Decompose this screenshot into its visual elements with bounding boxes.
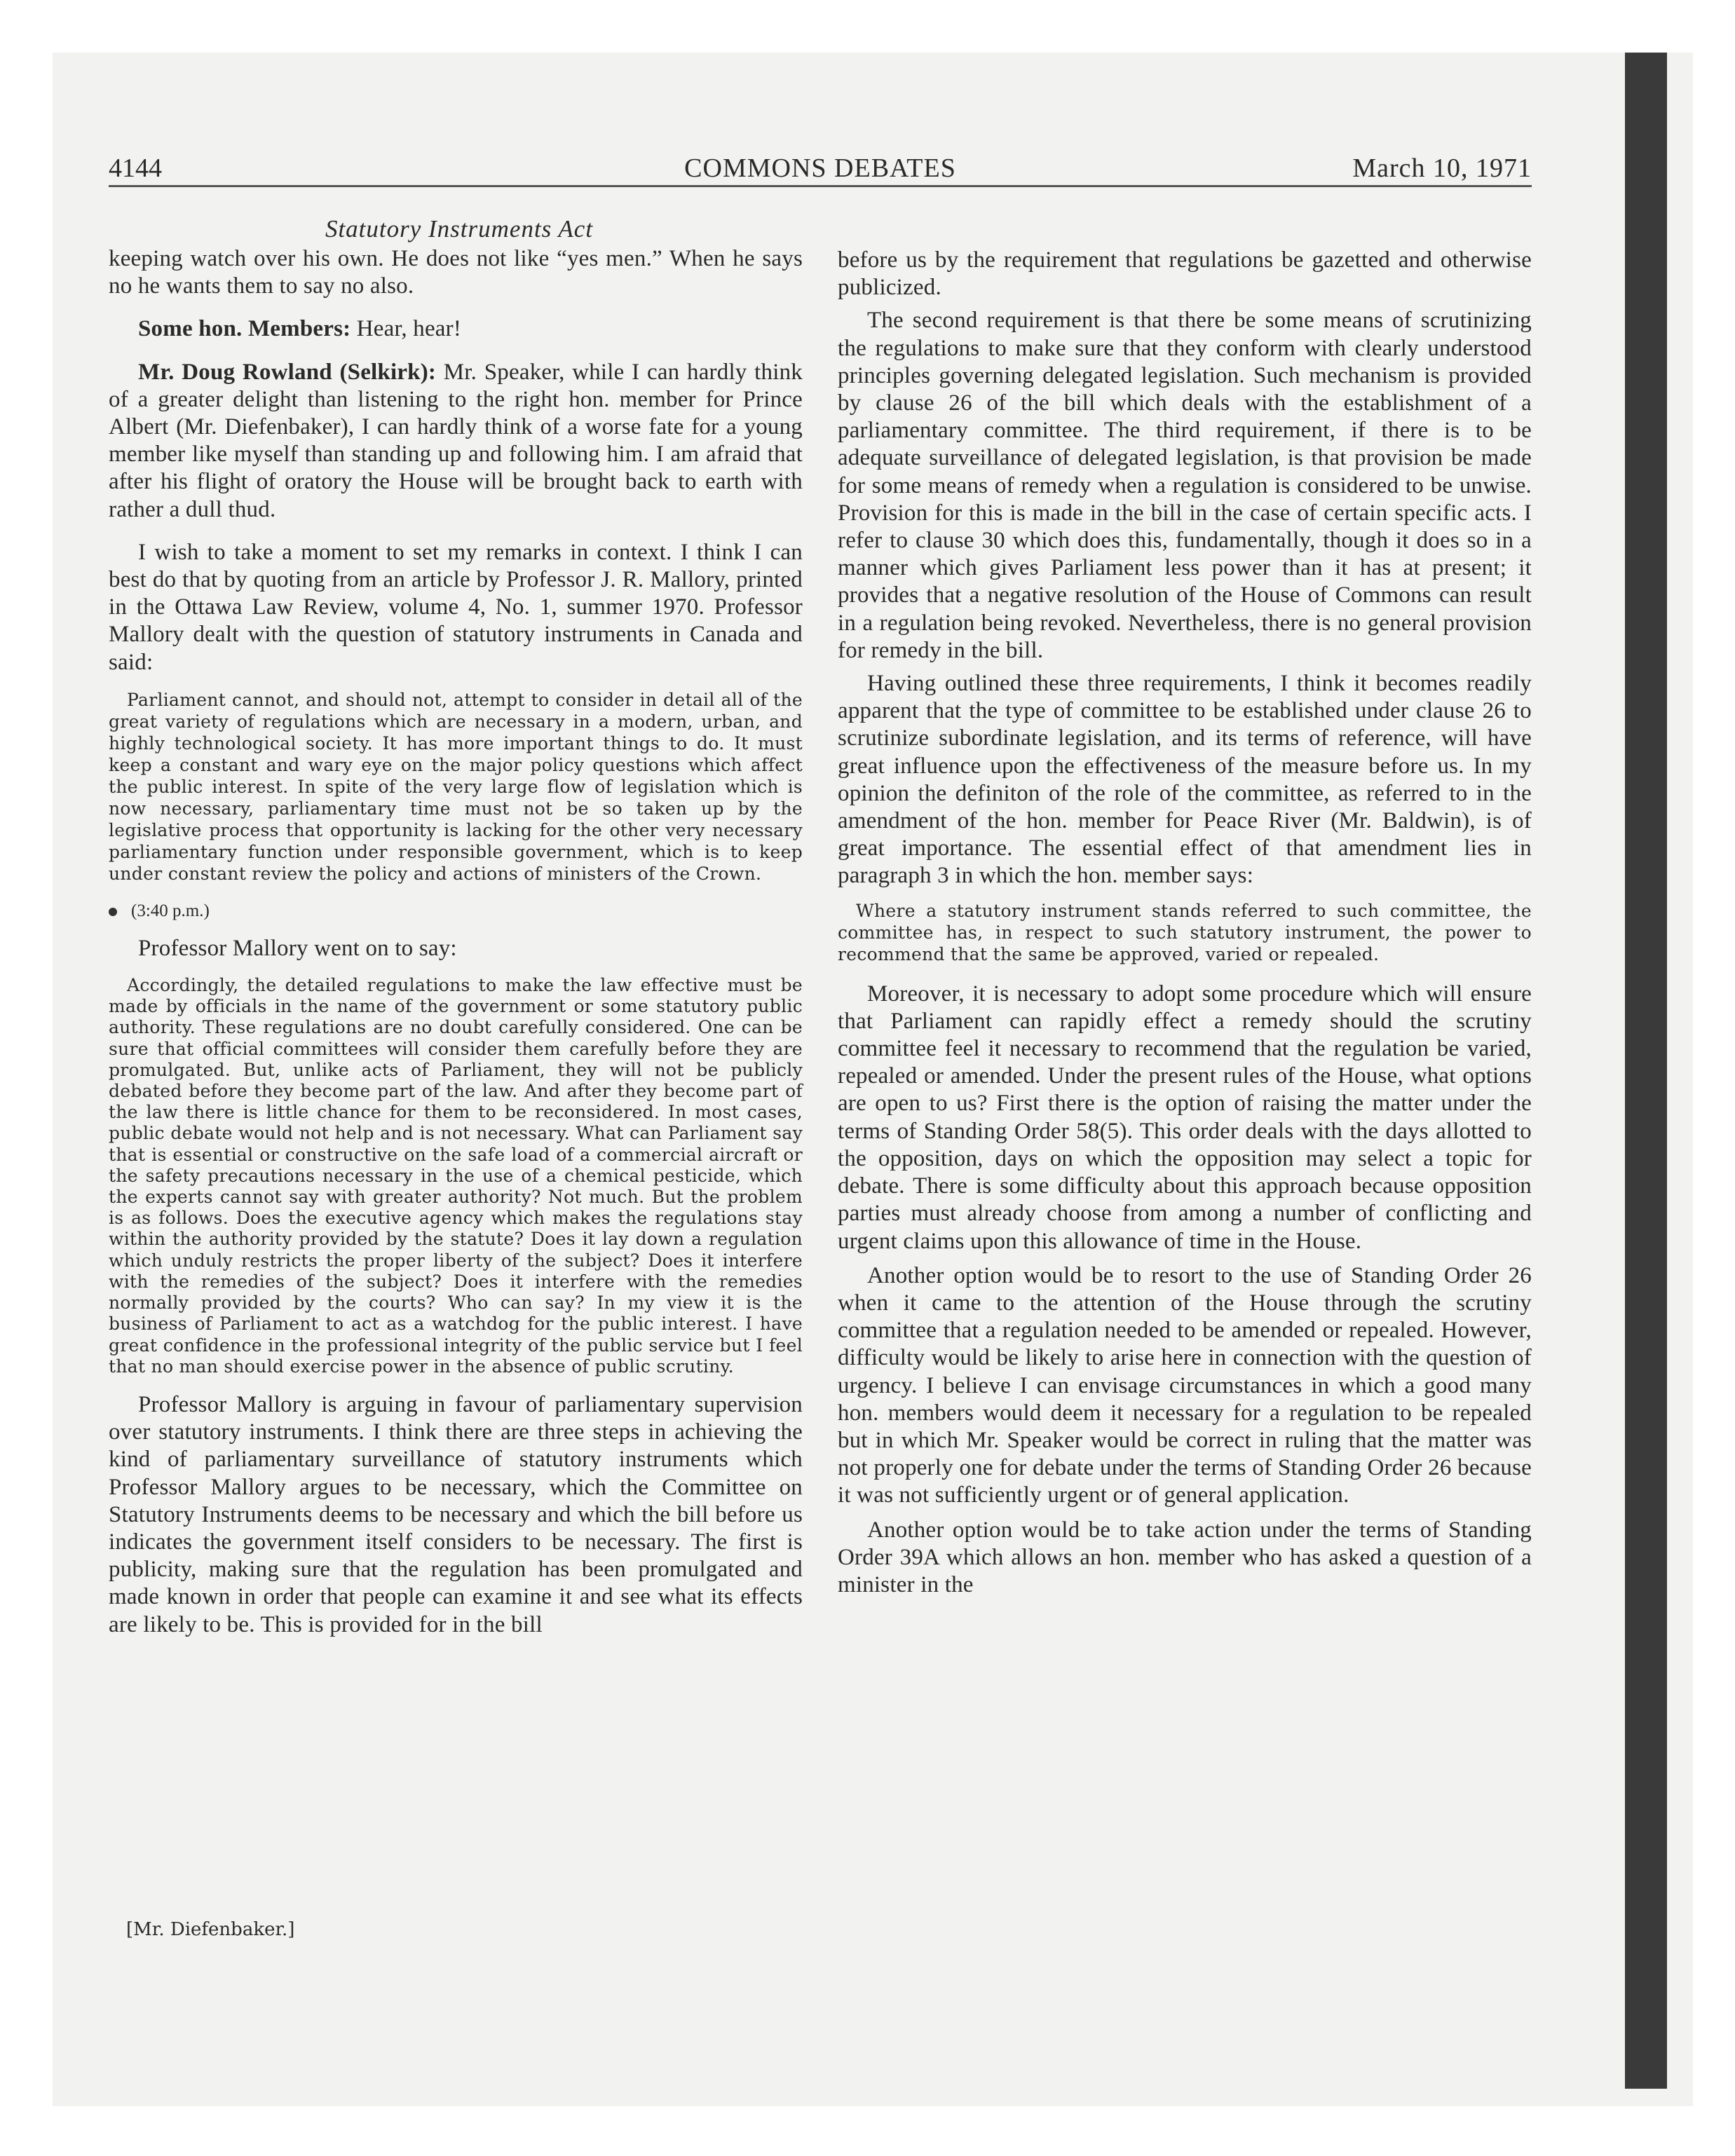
paragraph: Professor Mallory went on to say: (138, 935, 457, 961)
paragraph: Moreover, it is necessary to adopt some procedure which will ensure that Parliament can rapidly effect a remedy should the scrutiny committee feel it necessary to recommend that the regulation be varied, repealed or amended. Under the present rules of the House, what options are open to us? First there is the option of raising the matter under the terms of Standing Order 58(5). This order deals with the days allotted to the opposition, days on which the opposition may select a topic for debate. There is some difficulty about this approach because opposition parties must already choose from among a number of conflicting and urgent claims upon this allowance of time in the House. (838, 981, 1532, 1254)
paragraph (109, 359, 803, 524)
header-date: March 10, 1971 (1352, 153, 1532, 183)
paragraph: Another option would be to resort to the use of Standing Order 26 when it came to the attention of the House through the scrutiny committee that a regulation needed to be amended or repealed. However, difficulty would be likely to arise here in connection with the question of urgency. I believe I can envisage circumstances in which a good many hon. members would deem it necessary for a regulation to be repealed but in which Mr. Speaker would be correct in ruling that the matter was not properly one for debate under the terms of Standing Order 26 because it was not sufficiently urgent or of general application. (838, 1262, 1532, 1508)
speech-text: Hear, hear! (351, 316, 462, 342)
block-quote: Where a statutory instrument stands referred to such committee, the committee has, in respect to such statutory instrument, the power to recommend that the same be approved, varied or repealed. (838, 900, 1532, 964)
right-column (838, 247, 1532, 1599)
paragraph: keeping watch over his own. He does not like “yes men.” When he says no he wants them to say no also. (109, 246, 803, 299)
paragraph: Having outlined these three requirements, I think it becomes readily apparent that the type of committee to be established under clause 26 to scrutinize subordinate legislation, and its terms of reference, will have great influence upon the effectiveness of the measure before us. In my opinion the definiton of the role of the committee, as referred to in the amendment of the hon. member for Peace River (Mr. Baldwin), is of great importance. The essential effect of that amendment lies in paragraph 3 in which the hon. member says: (838, 671, 1532, 889)
subject-heading: Statutory Instruments Act (325, 215, 594, 243)
publication-title: COMMONS DEBATES (684, 153, 956, 183)
page-number: 4144 (109, 153, 162, 183)
bullet-icon (109, 908, 117, 916)
paragraph: Professor Mallory is arguing in favour of parliamentary supervision over statutory instruments. I think there are three steps in achieving the kind of parliamentary surveillance of statutory instruments which Professor Mallory argues to be necessary, which the Committee on Statutory Instruments deems to be necessary and which the bill before us indicates the government itself considers to be necessary. The first is publicity, making sure that the regulation has been promulgated and made known in order that people can examine it and see what its effects are likely to be. This is provided for in the bill (109, 1391, 803, 1637)
paragraph (109, 315, 803, 343)
time-text: (3:40 p.m.) (131, 901, 210, 920)
paragraph: before us by the requirement that regulations be gazetted and otherwise publicized. (838, 247, 1532, 301)
paragraph: I wish to take a moment to set my remarks in context. I think I can best do that by quoting from an article by Professor J. R. Mallory, printed in the Ottawa Law Review, volume 4, No. 1, summer 1970. Professor Mallory dealt with the question of statutory instruments in Canada and said: (109, 539, 803, 675)
page-header (109, 149, 1532, 187)
paragraph: Another option would be to take action under the terms of Standing Order 39A which allows an hon. member who has asked a question of a minister in the (838, 1517, 1532, 1597)
footer-note: [Mr. Diefenbaker.] (126, 1919, 295, 1940)
time-marker (109, 900, 803, 922)
block-quote: Parliament cannot, and should not, attempt to consider in detail all of the great variety of regulations which are necessary in a modern, urban, and highly technological society. It has more important things to do. It must keep a constant and wary eye on the major policy questions which affect the public interest. In spite of the very large flow of legislation which is now necessary, parliamentary time must not be so taken up by the legislative process that opportunity is lacking for the other very necessary parliamentary function under responsible government, which is to keep under constant review the policy and actions of ministers of the Crown. (109, 689, 803, 884)
speech-text: Mr. Speaker, while I can hardly think of a greater delight than listening to the right hon. member for Prince Albert (Mr. Diefenbaker), I can hardly think of a worse fate for a young member like myself than standing up and following him. I am afraid that after his flight of oratory the House will be brought back to earth with rather a dull thud. (109, 359, 803, 522)
left-column (109, 245, 803, 1639)
scan-edge-shadow (1625, 53, 1667, 2089)
block-quote: Accordingly, the detailed regulations to make the law effective must be made by officials in the name of the government or some statutory public authority. These regulations are no doubt carefully considered. One can be sure that official committees will consider them carefully before they are promulgated. But, unlike acts of Parliament, they will not be publicly debated before they become part of the law. And after they become part of the law there is little chance for them to be reconsidered. In most cases, public debate would not help and is not necessary. What can Parliament say that is essential or constructive on the safe load of a commercial aircraft or the safety precautions necessary in the use of a chemical pesticide, which the experts cannot say with greater authority? Not much. But the problem is as follows. Does the executive agency which makes the regulations stay within the authority provided by the statute? Does it lay down a regulation which unduly restricts the proper liberty of the subject? Does it interfere with the remedies of the subject? Does it interfere with the remedies normally provided by the courts? Who can say? In my view it is the business of Parliament to act as a watchdog for the public interest. I have great confidence in the professional integrity of the public service but I feel that no man should exercise power in the absence of public scrutiny. (109, 975, 803, 1377)
speaker-name: Some hon. Members: (138, 316, 351, 342)
paragraph: The second requirement is that there be some means of scrutinizing the regulations to make sure that they conform with clearly understood principles governing delegated legislation. Such mechanism is provided by clause 26 of the bill which deals with the establishment of a parliamentary committee. The third requirement, if there is to be adequate surveillance of delegated legislation, is that provision be made for some means of remedy when a regulation is considered to be unwise. Provision for this is made in the bill in the case of certain specific acts. I refer to clause 30 which does this, fundamentally, though it does so in a manner which gives Parliament less power than it has at present; it provides that a negative resolution of the House of Commons can result in a regulation being revoked. Nevertheless, there is no general provision for remedy in the bill. (838, 308, 1532, 663)
speaker-name: Mr. Doug Rowland (Selkirk): (138, 359, 437, 385)
